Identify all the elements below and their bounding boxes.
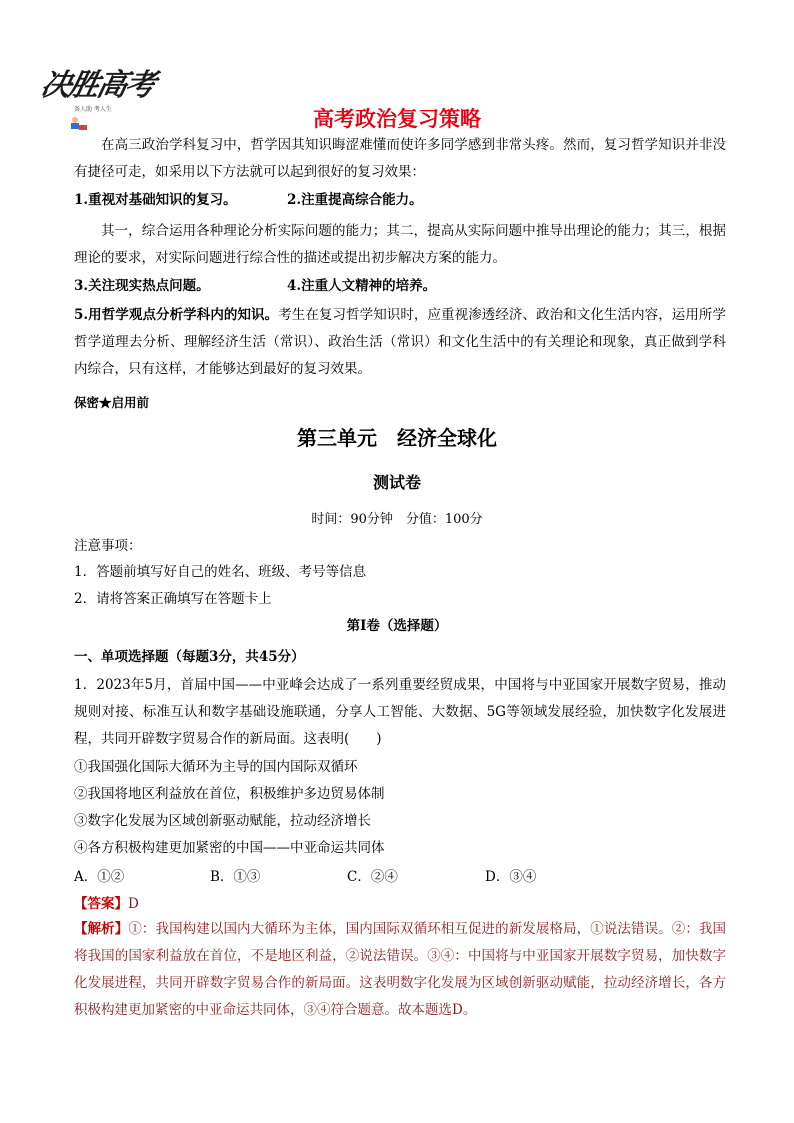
ability-paragraph: 其一，综合运用各种理论分析实际问题的能力；其二，提高从实际问题中推导出理论的能力；其三，根据理论的要求，对实际问题进行综合性的描述或提出初步解决方案的能力。: [74, 223, 726, 266]
tip-4: 4.注重人文精神的培养。: [287, 278, 437, 294]
tip-5-paragraph: [74, 302, 726, 383]
tip-5-heading: 5.用哲学观点分析学科内的知识。: [74, 307, 279, 323]
statement-2: ②我国将地区利益放在首位，积极维护多边贸易体制: [74, 786, 385, 802]
logo-subtext: 备人助 考人生: [74, 106, 112, 113]
time-and-score: 时间：90分钟 分值：100分: [311, 512, 483, 527]
question-1-stem: 1．2023年5月，首届中国——中亚峰会达成了一系列重要经贸成果，中国将与中亚国家开展数字贸易，推动规则对接、标准互认和数字基础设施联通，分享人工智能、大数据、5G等领域发展经验，加快数字化发展进程，共同开辟数字贸易合作的新局面。这表明( ): [74, 677, 726, 747]
note-2: 2．请将答案正确填写在答题卡上: [74, 591, 272, 607]
exam-subtitle: 测试卷: [372, 473, 421, 492]
answer-label: 【答案】: [74, 896, 128, 912]
note-1: 1．答题前填写好自己的姓名、班级、考号等信息: [74, 564, 367, 580]
option-c: C．②④: [347, 869, 398, 885]
answer-value: D: [128, 896, 139, 912]
section-1-heading: 一、单项选择题（每题3分，共45分）: [74, 649, 305, 665]
notes-heading: 注意事项：: [74, 538, 142, 554]
tip-1: 1.重视对基础知识的复习。: [74, 192, 237, 208]
statement-3: ③数字化发展为区域创新驱动赋能，拉动经济增长: [74, 813, 371, 829]
unit-title: 第三单元 经济全球化: [297, 426, 497, 450]
tip-2: 2.注重提高综合能力。: [287, 192, 423, 208]
option-d: D．③④: [485, 869, 537, 885]
option-b: B．①③: [210, 869, 261, 885]
strategy-intro: 在高三政治学科复习中，哲学因其知识晦涩难懂而使许多同学感到非常头疼。然而，复习哲学知识并非没有捷径可走，如采用以下方法就可以起到很好的复习效果：: [74, 137, 726, 180]
answer-line: [74, 892, 139, 912]
analysis-text: ①：我国构建以国内大循环为主体，国内国际双循环相互促进的新发展格局，①说法错误。②：我国将我国的国家利益放在首位，不是地区利益，②说法错误。③④：中国将与中亚国家开展数字贸易，加快数字化发展进程，共同开辟数字贸易合作的新局面。这表明数字化发展为区域创新驱动赋能，拉动经济增长，各方积极构建更加紧密的中亚命运共同体，③④符合题意。故本题选D。: [74, 921, 727, 1018]
part-1-heading: 第Ⅰ卷（选择题）: [346, 618, 448, 634]
analysis-label: 【解析】: [74, 921, 129, 937]
confidential-mark: 保密★启用前: [74, 395, 150, 410]
strategy-title: 高考政治复习策略: [313, 107, 481, 131]
statement-1: ①我国强化国际大循环为主导的国内国际双循环: [74, 759, 358, 775]
analysis-paragraph: [74, 916, 726, 1024]
option-a: A．①②: [74, 869, 125, 885]
tip-3: 3.关注现实热点问题。: [74, 278, 210, 294]
tip-5-body: 考生在复习哲学知识时，应重视渗透经济、政治和文化生活内容，运用所学哲学道理去分析、理解经济生活（常识）、政治生活（常识）和文化生活中的有关理论和现象，真正做到学科内综合，只有这样，才能够达到最好的复习效果。: [74, 307, 727, 377]
statement-4: ④各方积极构建更加紧密的中国——中亚命运共同体: [74, 840, 385, 856]
logo-text: 决胜高考: [37, 68, 157, 103]
